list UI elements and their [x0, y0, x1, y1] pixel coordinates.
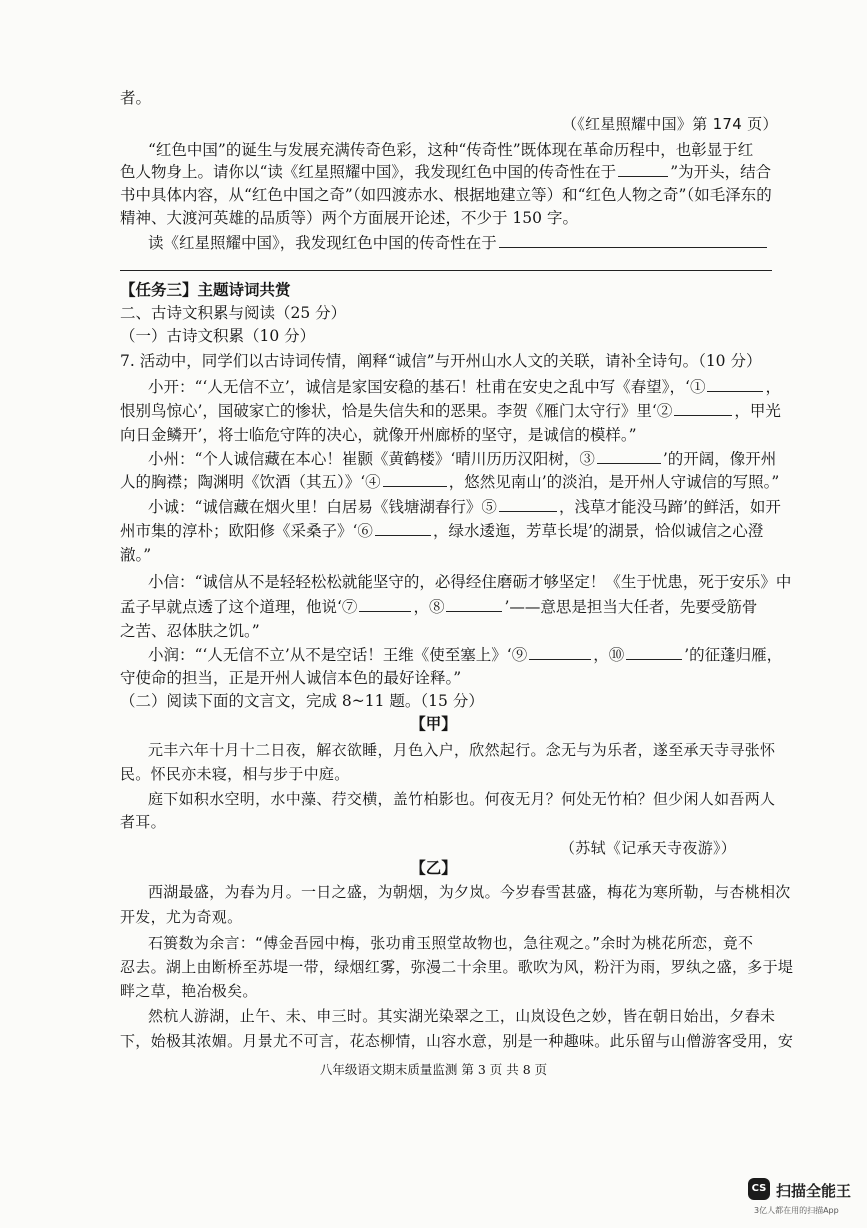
task-title: 【任务三】主题诗词共赏 [120, 280, 291, 299]
subsection-heading: （二）阅读下面的文言文，完成 8~11 题。（15 分） [120, 692, 484, 710]
text-line: 向日金鳞开’，将士临危守阵的决心，就像开州廊桥的坚守，是诚信的模样。” [120, 426, 637, 444]
text-span: ’的征蓬归雁， [684, 646, 783, 664]
blank-7 [359, 597, 411, 612]
text-line: 书中具体内容，从“红色中国之奇”（如四渡赤水、根据地建立等）和“红色人物之奇”（如毛泽东的 [120, 186, 772, 204]
text-line: 小信：“诚信从不是轻轻松松就能坚守的，必得经住磨砺才够坚定！《生于忧患，死于安乐》中 [148, 573, 792, 591]
blank-8 [446, 597, 502, 612]
blank-3 [597, 449, 661, 464]
text-span: 小州：“个人诚信藏在本心！崔颢《黄鹤楼》‘晴川历历汉阳树，③ [148, 450, 595, 468]
blank-10 [626, 645, 682, 660]
text-line [120, 401, 781, 421]
watermark-brand: 扫描全能王 [776, 1182, 852, 1200]
passage-line: 西湖最盛，为春为月。一日之盛，为朝烟，为夕岚。今岁春雪甚盛，梅花为寒所勒，与杏桃相次 [148, 883, 791, 901]
text-span: ’的开阔，像开州 [662, 450, 777, 468]
answer-blank [618, 162, 668, 177]
text-span: ，绿水逶迤，芳草长堤’的湖景，恰似诚信之心澄 [432, 522, 764, 540]
passage-line: 下，始极其浓媚。月景尤不可言，花态柳情，山容水意，别是一种趣味。此乐留与山僧游客受用，安 [120, 1032, 794, 1050]
text-line [120, 472, 779, 492]
answer-line [499, 233, 767, 248]
text-span: ，悠然见南山’的淡泊，是开州人守诚信的写照。” [448, 473, 780, 491]
passage-jia-heading: 【甲】 [410, 714, 457, 733]
text-span: ，⑧ [413, 598, 445, 616]
passage-line: 庭下如积水空明，水中藻、荇交横，盖竹柏影也。何夜无月？何处无竹柏？但少闲人如吾两人 [148, 790, 776, 808]
passage-line: 者耳。 [120, 813, 166, 831]
text-line: 者。 [120, 89, 152, 107]
passage-line: 开发，尤为奇观。 [120, 908, 243, 926]
question-7: 7. 活动中，同学们以古诗词传情，阐释“诚信”与开州山水人文的关联，请补全诗句。（10 分） [120, 352, 762, 370]
page-footer: 八年级语文期末质量监测 第 3 页 共 8 页 [319, 1062, 548, 1077]
text-line [120, 597, 757, 617]
blank-9 [529, 645, 591, 660]
text-span: 小诚：“诚信藏在烟火里！白居易《钱塘湖春行》⑤ [148, 498, 497, 516]
source-citation: （苏轼《记承天寺夜游》） [560, 839, 737, 857]
text-span: ，甲光 [734, 402, 781, 420]
text-line: 守使命的担当，正是开州人诚信本色的最好诠释。” [120, 669, 462, 687]
passage-line: 畔之草，艳冶极矣。 [120, 982, 258, 1000]
passage-line: 然杭人游湖，止午、未、申三时。其实湖光染翠之工，山岚设色之妙，皆在朝日始出，夕舂未 [148, 1007, 776, 1025]
text-line: “红色中国”的诞生与发展充满传奇色彩，这种“传奇性”既体现在革命历程中，也彰显于红 [148, 141, 754, 159]
watermark-subtitle: 3亿人都在用的扫描App [754, 1206, 839, 1215]
text-line [148, 497, 781, 517]
text-span: 小润：“‘人无信不立’从不是空话！王维《使至塞上》‘⑨ [148, 646, 528, 664]
blank-5 [499, 497, 557, 512]
text-span: 读《红星照耀中国》，我发现红色中国的传奇性在于 [148, 234, 497, 252]
text-line [148, 645, 782, 665]
text-span: ，⑩ [593, 646, 625, 664]
text-span: 小开：“‘人无信不立’，诚信是家国安稳的基石！杜甫在安史之乱中写《春望》，‘① [148, 378, 706, 396]
text-span: ”为开头，结合 [670, 163, 772, 181]
text-span: ’——意思是担当大任者，先要受筋骨 [504, 598, 758, 616]
section-heading: 二、古诗文积累与阅读（25 分） [120, 304, 347, 322]
text-line [148, 449, 776, 469]
text-line [120, 162, 771, 182]
blank-6 [375, 521, 431, 536]
text-line: 精神、大渡河英雄的品质等）两个方面展开论述，不少于 150 字。 [120, 209, 578, 227]
text-span: ，浅草才能没马蹄’的鲜活，如开 [558, 498, 781, 516]
source-citation: （《红星照耀中国》第 174 页） [562, 115, 778, 133]
passage-line: 忍去。湖上由断桥至苏堤一带，绿烟红雾，弥漫二十余里。歌吹为风，粉汗为雨，罗纨之盛，多于堤 [120, 958, 794, 976]
blank-1 [707, 377, 763, 392]
text-line: 澈。” [120, 546, 152, 564]
writing-line [120, 270, 772, 271]
text-line: 之苦、忍体肤之饥。” [120, 622, 260, 640]
passage-line: 元丰六年十月十二日夜，解衣欲睡，月色入户，欣然起行。念无与为乐者，遂至承天寺寻张怀 [148, 741, 776, 759]
answer-prompt [148, 233, 769, 253]
text-span: 色人物身上。请你以“读《红星照耀中国》，我发现红色中国的传奇性在于 [120, 163, 617, 181]
subsection-heading: （一）古诗文积累（10 分） [120, 327, 316, 345]
blank-4 [383, 472, 447, 487]
text-span: 孟子早就点透了这个道理，他说‘⑦ [120, 598, 358, 616]
text-span: 恨别鸟惊心’，国破家亡的惨状，恰是失信失和的恶果。李贺《雁门太守行》里‘② [120, 402, 673, 420]
text-line [148, 377, 781, 397]
text-span: 人的胸襟；陶渊明《饮酒（其五）》‘④ [120, 473, 381, 491]
text-span: 州市集的淳朴；欧阳修《采桑子》‘⑥ [120, 522, 373, 540]
camscanner-logo-icon: CS [748, 1178, 770, 1200]
text-span: ， [765, 378, 781, 396]
text-line [120, 521, 763, 541]
passage-yi-heading: 【乙】 [410, 858, 457, 877]
passage-line: 石篑数为余言：“傅金吾园中梅，张功甫玉照堂故物也，急往观之。”余时为桃花所恋，竟不 [148, 934, 754, 952]
passage-line: 民。怀民亦未寝，相与步于中庭。 [120, 765, 350, 783]
blank-2 [674, 401, 732, 416]
